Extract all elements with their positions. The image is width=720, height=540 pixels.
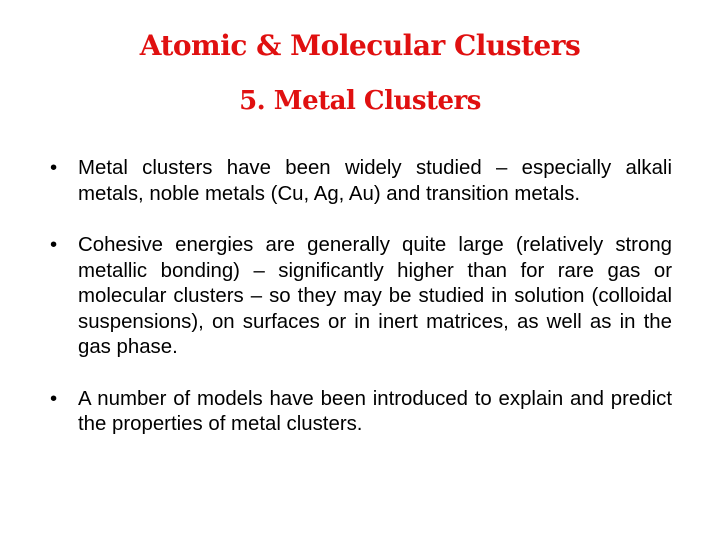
slide-title: Atomic & Molecular Clusters — [139, 29, 581, 62]
slide-subtitle: 5. Metal Clusters — [239, 86, 481, 116]
bullet-item: • Cohesive energies are generally quite large (relatively strong metallic bonding) – significantly higher than for rare gas or molecular clusters – so they may be studied in solution (colloidal suspensions), on surfaces or in inert matrices, as well as in the gas phase. — [50, 233, 672, 361]
bullet-item: • A number of models have been introduced to explain and predict the properties of metal clusters. — [50, 387, 672, 438]
bullet-item: • Metal clusters have been widely studied – especially alkali metals, noble metals (Cu, Ag, Au) and transition metals. — [50, 156, 672, 207]
bullet-list — [50, 156, 672, 464]
